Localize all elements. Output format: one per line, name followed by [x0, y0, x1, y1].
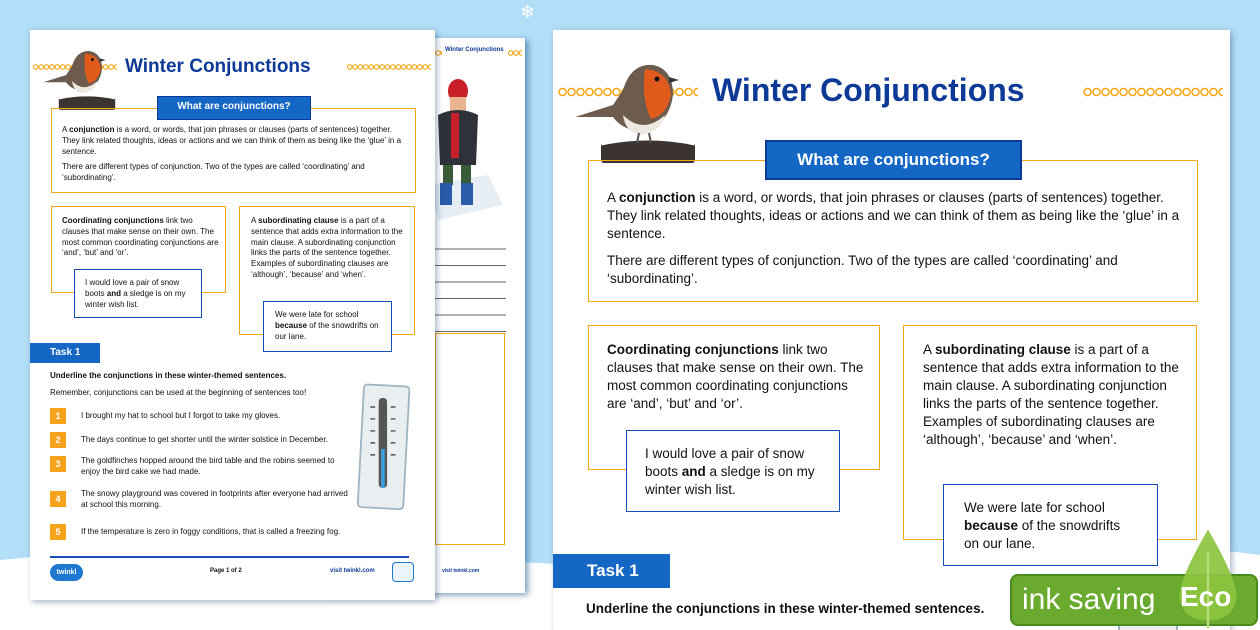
intro-text: A conjunction is a word, or words, that join phrases or clauses (parts of sentences) together. They link related thoughts, ideas or actions and we can think of them as being like the ‘glue’ in a sentence. There are different types of conjunction. Two of the types are called ‘coordinating’ and ‘subordinating’. — [62, 125, 402, 183]
item-number: 2 — [50, 432, 66, 448]
task-item: The goldfinches hopped around the bird table and the robins seemed to enjoy the bird cake we had made. — [81, 456, 335, 476]
task-1-heading: Task 1 — [30, 343, 100, 363]
subordinating-text: A subordinating clause is a part of a sentence that adds extra information to the main clause. A subordinating conjunction links the parts of the sentence together. Examples of subordinating clauses are ‘although’, ‘because’ and ‘when’. — [251, 216, 403, 279]
section-heading: What are conjunctions? — [765, 140, 1022, 180]
subordinating-example: We were late for school because of the snowdrifts on our lane. — [943, 484, 1158, 566]
page-number: Page 1 of 2 — [210, 568, 242, 574]
eco-label: Eco — [1180, 581, 1232, 612]
quality-badge-icon — [392, 562, 414, 582]
worksheet-preview-small[interactable] — [30, 30, 435, 600]
item-number: 5 — [50, 524, 66, 540]
coordinating-text: Coordinating conjunctions link two clauses that make sense on their own. The most common coordinating conjunctions are ‘and’, ‘but’ and ‘or’. — [607, 342, 864, 411]
robin-image — [573, 55, 703, 163]
task-item: If the temperature is zero in foggy conditions, that is called a freezing fog. — [81, 527, 341, 536]
subordinating-example: We were late for school because of the snowdrifts on our lane. — [263, 301, 392, 352]
thermometer-image — [357, 383, 410, 516]
intro-text: A conjunction is a word, or words, that join phrases or clauses (parts of sentences) together. They link related thoughts, ideas or actions and we can think of them as being like the ‘glue’ in a sentence. There are different types of conjunction. Two of the types are called ‘coordinating’ and ‘subordinating’. — [607, 190, 1180, 286]
page-title: Winter Conjunctions — [712, 72, 1025, 108]
task-item: The days continue to get shorter until the winter solstice in December. — [81, 435, 328, 444]
subordinating-text: A subordinating clause is a part of a sentence that adds extra information to the main clause. A subordinating conjunction links the parts of the sentence together. Examples of subordinating clauses are ‘although’, ‘because’ and ‘when’. — [923, 342, 1179, 447]
task-item: The snowy playground was covered in footprints after everyone had arrived at school this morning. — [81, 489, 348, 509]
page2-site: visit twinkl.com — [442, 568, 480, 574]
task-instruction: Underline the conjunctions in these winter-themed sentences. — [586, 601, 985, 616]
snowflake-icon: ❄ — [520, 2, 536, 22]
twinkl-logo: twinkl — [50, 564, 83, 581]
task-item: I brought my hat to school but I forgot to take my gloves. — [81, 411, 281, 420]
child-in-snow-image — [428, 75, 503, 220]
worksheet-preview-large[interactable] — [553, 30, 1230, 630]
section-heading: What are conjunctions? — [157, 96, 311, 120]
page-title: Winter Conjunctions — [125, 56, 311, 77]
task-1-heading: Task 1 — [553, 554, 670, 588]
item-number: 4 — [50, 491, 66, 507]
leaf-drop-icon — [1172, 528, 1244, 630]
task-instruction: Underline the conjunctions in these winter-themed sentences. — [50, 371, 287, 380]
task-reminder: Remember, conjunctions can be used at the beginning of sentences too! — [50, 388, 307, 397]
coordinating-example: I would love a pair of snow boots and a sledge is on my winter wish list. — [626, 430, 840, 512]
site-link[interactable]: visit twinkl.com — [330, 568, 375, 574]
robin-image — [42, 45, 120, 110]
item-number: 1 — [50, 408, 66, 424]
coordinating-example: I would love a pair of snow boots and a sledge is on my winter wish list. — [74, 269, 202, 318]
coordinating-text: Coordinating conjunctions link two clauses that make sense on their own. The most common coordinating conjunctions are ‘and’, ‘but’ and ‘or’. — [62, 216, 219, 258]
page2-header: Winter Conjunctions — [445, 47, 504, 53]
ink-saving-label: ink saving — [1022, 583, 1156, 616]
item-number: 3 — [50, 456, 66, 472]
